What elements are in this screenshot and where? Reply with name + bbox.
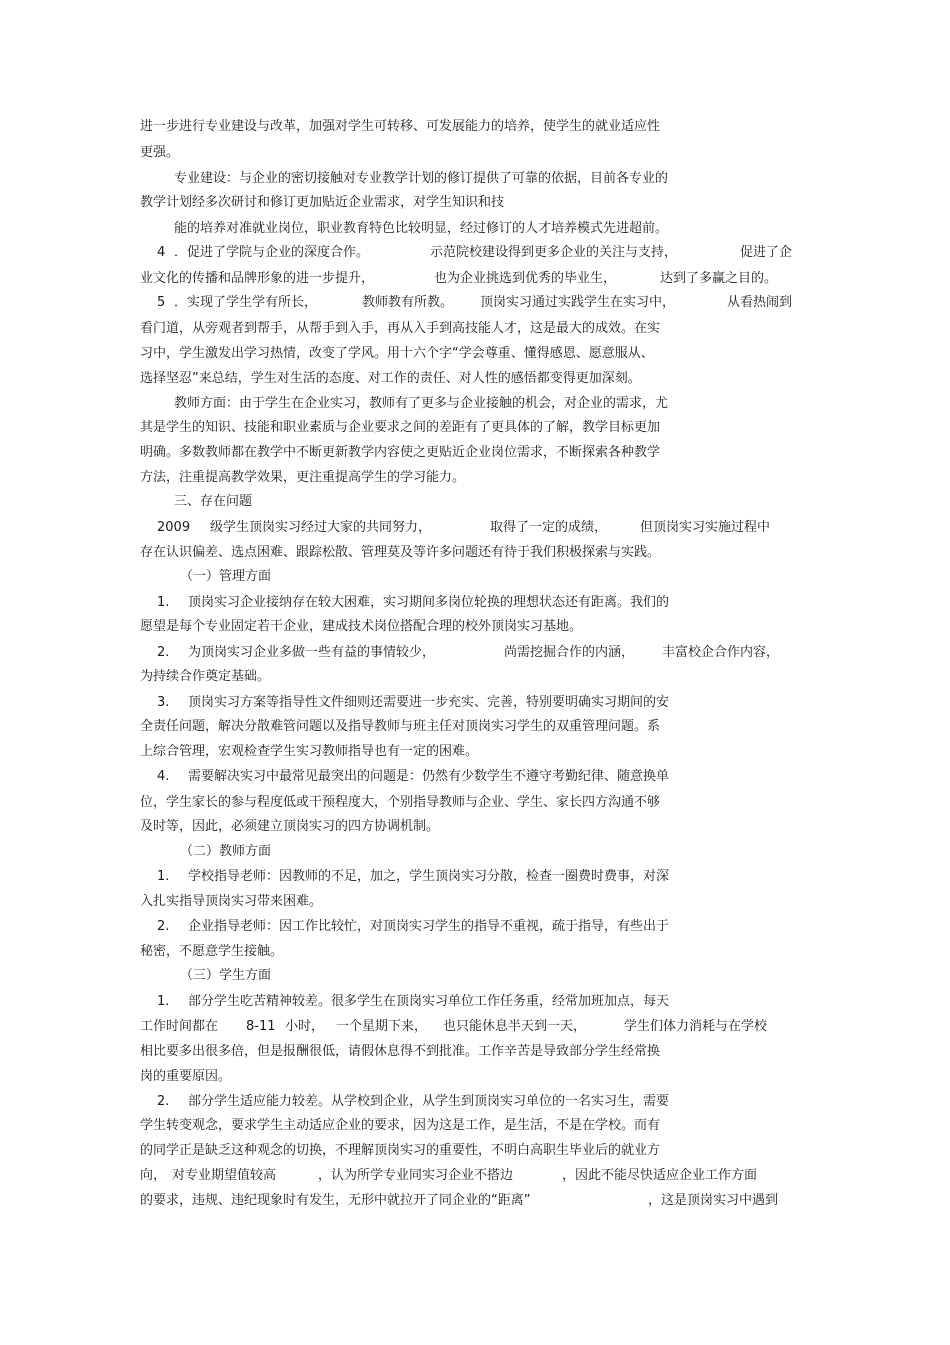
- text-line: 愿望是每个专业固定若干企业，建成技术岗位搭配合理的校外顶岗实习基地。: [140, 619, 583, 634]
- text-line: 岗的重要原因。: [140, 1069, 232, 1084]
- section-heading: 三、存在问题: [174, 494, 253, 509]
- text-line: 选择坚忍”来总结，学生对生活的态度、对工作的责任、对人性的感悟都变得更加深刻。: [140, 371, 641, 386]
- text-line: 上综合管理，宏观检查学生实习教师指导也有一定的困难。: [140, 744, 479, 759]
- text-line: 1. 部分学生吃苦精神较差。很多学生在顶岗实习单位工作任务重，经常加班加点，每天: [157, 994, 670, 1009]
- text-line: 专业建设：与企业的密切接触对专业教学计划的修订提供了可靠的依据，目前各专业的: [174, 171, 669, 186]
- text-line: 教学计划经多次研讨和修订更加贴近企业需求，对学生知识和技: [140, 195, 505, 210]
- text-line: 2009 级学生顶岗实习经过大家的共同努力， 取得了一定的成绩， 但顶岗实习实施过程中: [157, 520, 771, 535]
- text-line: 业文化的传播和品牌形象的进一步提升， 也为企业挑选到优秀的毕业生， 达到了多赢之目的。: [140, 271, 778, 286]
- text-line: 其是学生的知识、技能和职业素质与企业要求之间的差距有了更具体的了解，教学目标更加: [140, 420, 661, 435]
- text-line: 1. 学校指导老师：因教师的不足，加之，学生顶岗实习分散，检查一圈费时费事，对深: [157, 869, 670, 884]
- text-line: 1. 顶岗实习企业接纳存在较大困难，实习期间多岗位轮换的理想状态还有距离。我们的: [157, 595, 670, 610]
- text-line: 看门道，从旁观者到帮手，从帮手到入手，再从入手到高技能人才，这是最大的成效。在实: [140, 321, 661, 336]
- text-line: 存在认识偏差、选点困难、跟踪松散、管理莫及等许多问题还有待于我们积极探索与实践。: [140, 545, 661, 560]
- text-line: 为持续合作奠定基础。: [140, 669, 271, 684]
- text-line: 的同学正是缺乏这种观念的切换，不理解顶岗实习的重要性，不明白高职生毕业后的就业方: [140, 1143, 661, 1158]
- text-line: 4 ．促进了学院与企业的深度合作。 示范院校建设得到更多企业的关注与支持， 促进了企: [157, 245, 793, 260]
- text-line: 3. 顶岗实习方案等指导性文件细则还需要进一步充实、完善，特别要明确实习期间的安: [157, 695, 670, 710]
- text-line: 学生转变观念，要求学生主动适应企业的要求，因为这是工作，是生活，不是在学校。而有: [140, 1118, 661, 1133]
- text-line: 进一步进行专业建设与改革，加强对学生可转移、可发展能力的培养，使学生的就业适应性: [140, 119, 661, 134]
- text-line: 向， 对专业期望值较高 ，认为所学专业同实习企业不搭边 ，因此不能尽快适应企业工作方面: [140, 1168, 758, 1183]
- text-line: 工作时间都在 8-11 小时， 一个星期下来， 也只能休息半天到一天， 学生们体力消耗与在学校: [140, 1019, 768, 1034]
- text-line: 相比要多出很多倍，但是报酬很低，请假休息得不到批准。工作辛苦是导致部分学生经常换: [140, 1044, 661, 1059]
- text-line: 2. 部分学生适应能力较差。从学校到企业，从学生到顶岗实习单位的一名实习生，需要: [157, 1094, 670, 1109]
- text-line: 全责任问题，解决分散难管问题以及指导教师与班主任对顶岗实习学生的双重管理问题。系: [140, 719, 661, 734]
- text-line: 4. 需要解决实习中最常见最突出的问题是：仍然有少数学生不遵守考勤纪律、随意换单: [157, 769, 670, 784]
- subsection-heading: （一）管理方面: [180, 569, 272, 584]
- text-line: 2. 企业指导老师：因工作比较忙，对顶岗实习学生的指导不重视，疏于指导，有些出于: [157, 919, 670, 934]
- subsection-heading: （三）学生方面: [180, 968, 272, 983]
- text-line: 位，学生家长的参与程度低或干预程度大，个别指导教师与企业、学生、家长四方沟通不够: [140, 795, 661, 810]
- text-line: 入扎实指导顶岗实习带来困难。: [140, 894, 323, 909]
- text-line: 教师方面：由于学生在企业实习，教师有了更多与企业接触的机会，对企业的需求，尤: [174, 396, 669, 411]
- text-line: 秘密，不愿意学生接触。: [140, 944, 284, 959]
- text-line: 能的培养对准就业岗位，职业教育特色比较明显，经过修订的人才培养模式先进超前。: [174, 221, 669, 236]
- text-line: 2. 为顶岗实习企业多做一些有益的事情较少， 尚需挖掘合作的内涵， 丰富校企合作内容，: [157, 645, 780, 660]
- text-line: 5 ．实现了学生学有所长， 教师教有所教。 顶岗实习通过实践学生在实习中， 从看热闹到: [157, 295, 793, 310]
- subsection-heading: （二）教师方面: [180, 844, 272, 859]
- text-line: 明确。多数教师都在教学中不断更新教学内容使之更贴近企业岗位需求，不断探索各种教学: [140, 445, 661, 460]
- text-line: 更强。: [140, 145, 180, 160]
- text-line: 习中，学生激发出学习热情，改变了学风。用十六个字“学会尊重、懂得感恩、愿意服从、: [140, 346, 654, 361]
- text-line: 及时等，因此，必须建立顶岗实习的四方协调机制。: [140, 819, 440, 834]
- text-line: 的要求，违规、违纪现象时有发生，无形中就拉开了同企业的“距离” ，这是顶岗实习中遇到: [140, 1193, 779, 1208]
- text-line: 方法，注重提高教学效果，更注重提高学生的学习能力。: [140, 470, 466, 485]
